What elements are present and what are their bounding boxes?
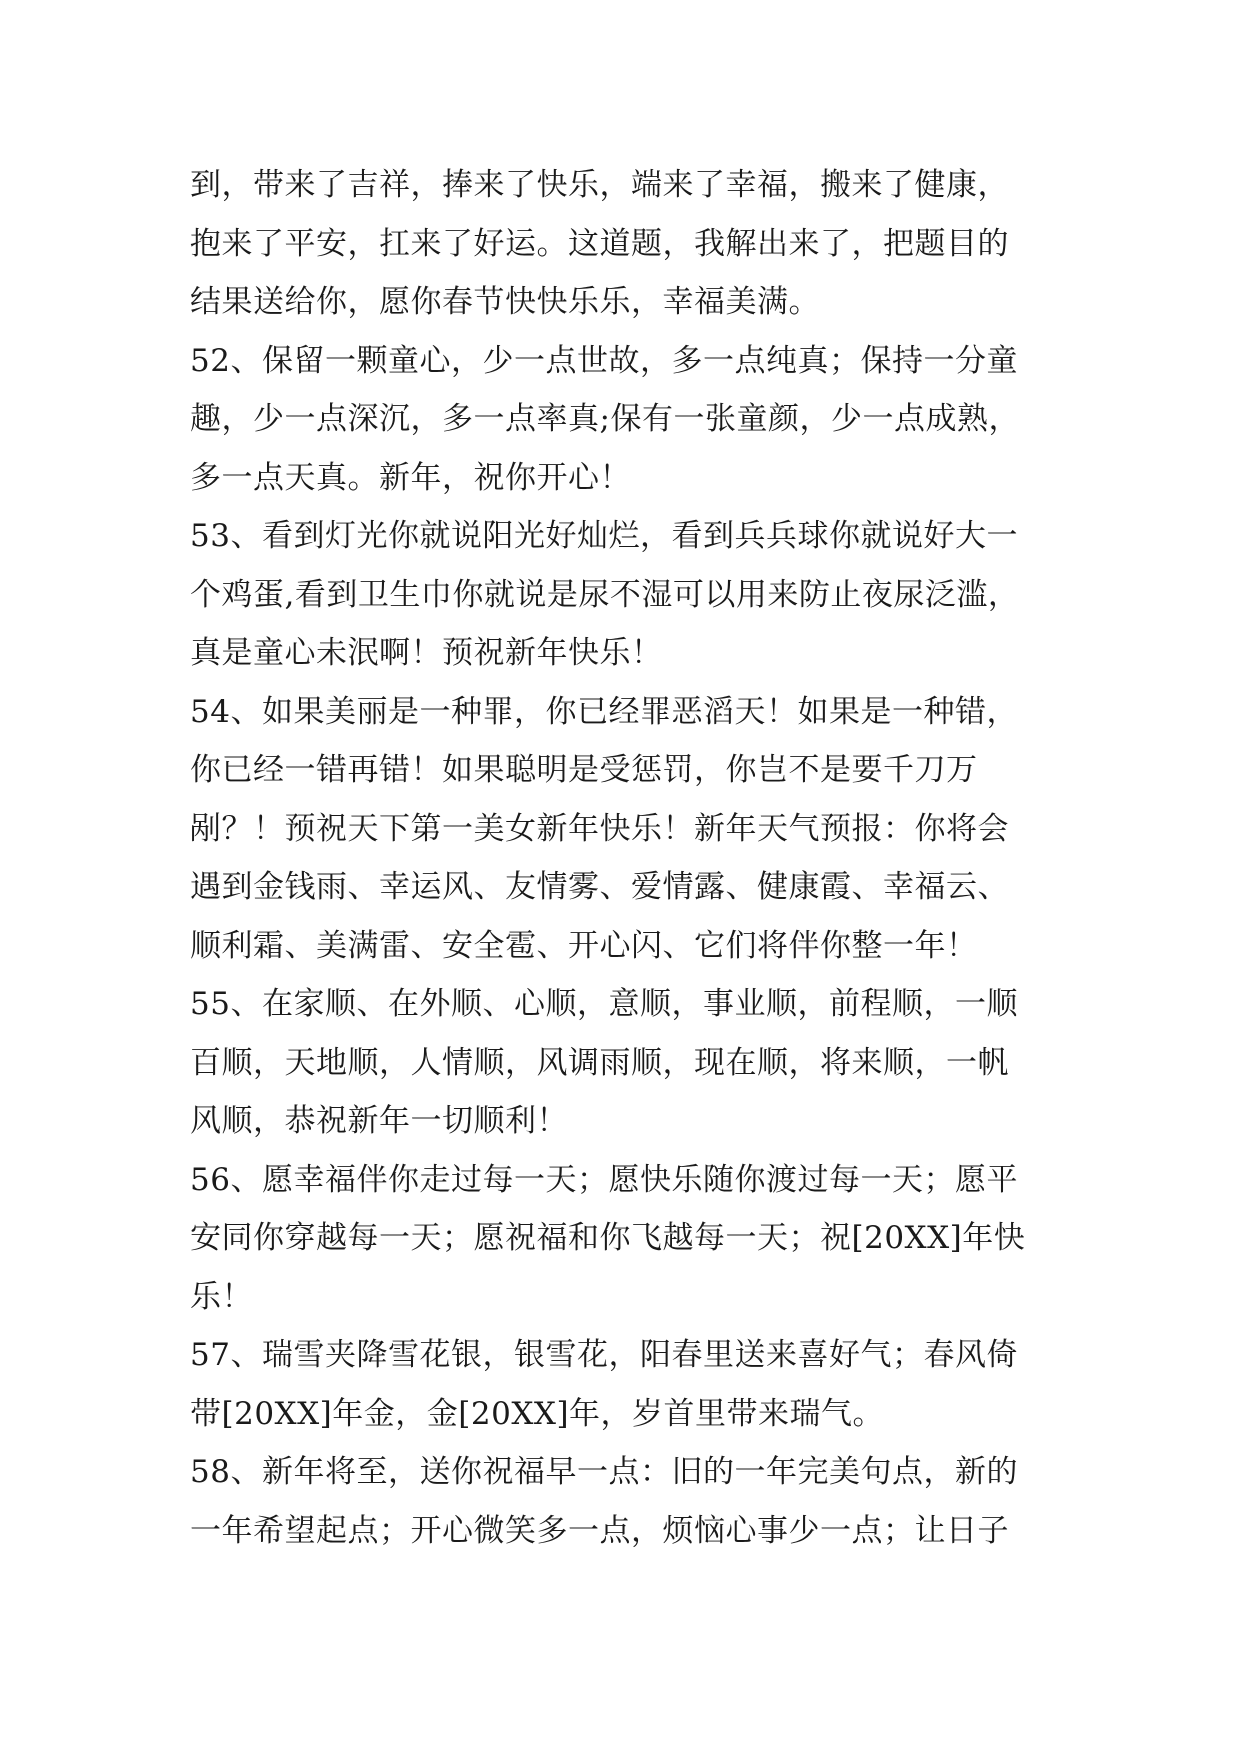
text-line: 带[20XX]年金，金[20XX]年，岁首里带来瑞气。 (190, 1395, 885, 1432)
text-line: 百顺，天地顺，人情顺，风调雨顺，现在顺，将来顺，一帆 (190, 1044, 1009, 1081)
text-line: 趣，少一点深沉，多一点率真;保有一张童颜，少一点成熟， (190, 401, 1020, 437)
text-line: 54、如果美丽是一种罪，你已经罪恶滔天！如果是一种错， (190, 693, 1018, 730)
text-line: 安同你穿越每一天；愿祝福和你飞越每一天；祝[20XX]年快 (190, 1220, 1026, 1256)
text-line: 乐！ (190, 1278, 253, 1315)
text-line: 55、在家顺、在外顺、心顺，意顺，事业顺，前程顺，一顺 (190, 986, 1018, 1022)
text-line: 顺利霜、美满雷、安全雹、开心闪、它们将伴你整一年！ (190, 927, 978, 964)
text-line: 抱来了平安，扛来了好运。这道题，我解出来了，把题目的 (190, 225, 1009, 262)
text-line: 到，带来了吉祥，捧来了快乐，端来了幸福，搬来了健康， (190, 167, 1009, 203)
text-line: 风顺，恭祝新年一切顺利！ (190, 1103, 568, 1139)
text-line: 57、瑞雪夹降雪花银，银雪花，阳春里送来喜好气；春风倚 (190, 1337, 1018, 1373)
text-line: 53、看到灯光你就说阳光好灿烂，看到兵兵球你就说好大一 (190, 518, 1018, 554)
document-body (190, 156, 1070, 1560)
text-line: 一年希望起点；开心微笑多一点，烦恼心事少一点；让日子 (190, 1512, 1009, 1549)
text-line: 56、愿幸福伴你走过每一天；愿快乐随你渡过每一天；愿平 (190, 1161, 1018, 1198)
text-line: 个鸡蛋,看到卫生巾你就说是尿不湿可以用来防止夜尿泛滥， (190, 576, 1020, 613)
text-line: 真是童心未泯啊！预祝新年快乐！ (190, 635, 663, 671)
text-line: 52、保留一颗童心，少一点世故，多一点纯真；保持一分童 (190, 342, 1018, 379)
text-line: 结果送给你，愿你春节快快乐乐，幸福美满。 (190, 284, 820, 320)
text-line: 剐？！预祝天下第一美女新年快乐！新年天气预报：你将会 (190, 810, 1009, 847)
text-line: 多一点天真。新年，祝你开心！ (190, 459, 631, 496)
text-line: 遇到金钱雨、幸运风、友情雾、爱情露、健康霞、幸福云、 (190, 869, 1009, 905)
text-line: 你已经一错再错！如果聪明是受惩罚，你岂不是要千刀万 (190, 752, 978, 788)
text-line: 58、新年将至，送你祝福早一点：旧的一年完美句点，新的 (190, 1454, 1018, 1490)
